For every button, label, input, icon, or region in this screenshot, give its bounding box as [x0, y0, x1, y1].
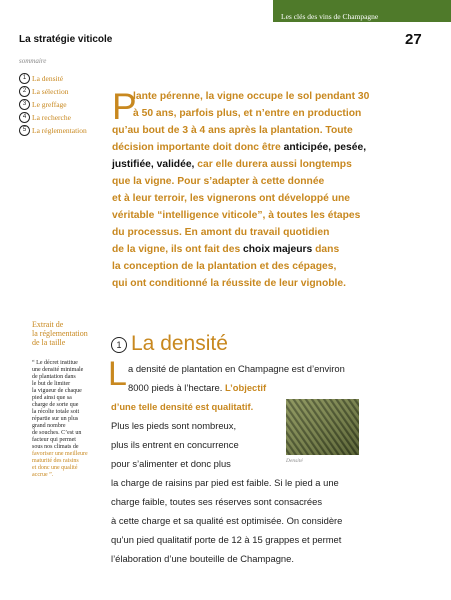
intro-line: qu’au bout de 3 à 4 ans après la plantation. Toute: [112, 125, 353, 136]
intro-line: lante pérenne, la vigne occupe le sol pendant 30: [133, 91, 370, 102]
top-banner: [273, 0, 451, 22]
intro-text: décision importante doit donc être: [112, 142, 284, 153]
extrait-line-highlight: maturité des raisins: [32, 458, 79, 464]
sommaire-item-label: La densité: [32, 74, 64, 83]
densite-line: à cette charge et sa qualité est optimisée. On considère: [111, 515, 343, 526]
extrait-line: “ Le décret institue: [32, 360, 78, 366]
extrait-line: la vigueur de chaque: [32, 388, 82, 394]
section-title: La stratégie viticole: [19, 34, 113, 45]
intro-line: [112, 143, 366, 153]
intro-text: dans: [312, 244, 340, 255]
densite-line: qu’un pied qualitatif porte de 12 à 15 grappes et permet: [111, 534, 342, 545]
vineyard-photo: [286, 399, 359, 455]
extrait-line: de plantation dans: [32, 374, 76, 380]
extrait-line: de souches. C’est un: [32, 430, 82, 436]
intro-line: qui ont conditionné la réussite de leur vignoble.: [112, 278, 346, 289]
densite-line: l’élaboration d’une bouteille de Champagne.: [111, 553, 294, 564]
densite-text: 8000 pieds à l’hectare.: [128, 382, 225, 393]
extrait-line: une densité minimale: [32, 367, 84, 373]
intro-emphasis: justifiée, validée,: [112, 159, 195, 170]
densite-line: Plus les pieds sont nombreux,: [111, 420, 237, 431]
circled-number-icon: 4: [19, 112, 30, 123]
extrait-line: pied ainsi que sa: [32, 395, 72, 401]
photo-caption: Densité: [286, 458, 303, 464]
densite-line: plus ils entrent en concurrence: [111, 439, 239, 450]
densite-emphasis: d’une telle densité est qualitatif.: [111, 401, 254, 412]
intro-line: du processus. En amont du travail quotidien: [112, 227, 330, 238]
sommaire-item-greffage[interactable]: [19, 98, 87, 111]
densite-line: [111, 402, 253, 411]
sommaire-item-densite[interactable]: [19, 72, 87, 85]
circled-number-icon: 3: [19, 99, 30, 110]
extrait-line-highlight: favoriser une meilleure: [32, 451, 88, 457]
densite-number-icon: 1: [111, 337, 127, 353]
densite-drop-cap: L: [108, 355, 127, 393]
sommaire-item-label: La sélection: [32, 87, 69, 96]
extrait-line: répartie sur un plus: [32, 416, 79, 422]
page-number: 27: [405, 31, 422, 48]
intro-emphasis: anticipée, pesée,: [283, 142, 367, 153]
extrait-line-highlight: accrue ”.: [32, 472, 54, 478]
sommaire-list: [19, 72, 87, 137]
sommaire-heading: sommaire: [19, 57, 47, 65]
densite-line: a densité de plantation en Champagne est d’environ: [128, 363, 345, 374]
intro-emphasis: choix majeurs: [243, 244, 313, 255]
extrait-line: sous nos climats de: [32, 444, 79, 450]
extrait-line-highlight: et donc une qualité: [32, 465, 78, 471]
circled-number-icon: 2: [19, 86, 30, 97]
extrait-title-line: la réglementation: [32, 329, 88, 338]
sommaire-item-recherche[interactable]: [19, 111, 87, 124]
densite-line: charge faible, toutes ses réserves sont consacrées: [111, 496, 323, 507]
vineyard-rows-image: [286, 399, 359, 455]
intro-line: la conception de la plantation et des cépages,: [112, 261, 337, 272]
sommaire-item-label: La recherche: [32, 113, 71, 122]
sommaire-item-label: La réglementation: [32, 126, 87, 135]
sommaire-item-reglementation[interactable]: [19, 124, 87, 137]
densite-line: la charge de raisins par pied est faible. Si le pied a une: [111, 477, 339, 488]
extrait-title: [32, 320, 112, 347]
banner-text: Les clés des vins de Champagne: [281, 12, 379, 21]
extrait-line: le but de limiter: [32, 381, 71, 387]
circled-number-icon: 5: [19, 125, 30, 136]
densite-emphasis: L’objectif: [224, 382, 267, 393]
circled-number-icon: 1: [19, 73, 30, 84]
intro-line: véritable “intelligence viticole”, à toutes les étapes: [112, 210, 361, 221]
sommaire-item-selection[interactable]: [19, 85, 87, 98]
intro-text: car elle durera aussi longtemps: [194, 159, 352, 170]
densite-line: [128, 383, 266, 392]
extrait-line: la récolte totale soit: [32, 409, 80, 415]
extrait-line: facteur qui permet: [32, 437, 76, 443]
extrait-title-line: Extrait de: [32, 320, 64, 329]
intro-line: à 50 ans, parfois plus, et n’entre en production: [133, 108, 362, 119]
extrait-title-line: de la taille: [32, 338, 66, 347]
densite-title: La densité: [131, 332, 228, 355]
extrait-line: charge de sorte que: [32, 402, 79, 408]
intro-drop-cap: P: [112, 86, 137, 127]
intro-line: [112, 245, 339, 255]
extrait-line: grand nombre: [32, 423, 66, 429]
intro-line: que la vigne. Pour s’adapter à cette donnée: [112, 176, 325, 187]
densite-line: pour s’alimenter et donc plus: [111, 458, 231, 469]
intro-line: et à leur terroir, les vignerons ont développé une: [112, 193, 351, 204]
sommaire-item-label: Le greffage: [32, 100, 67, 109]
intro-line: [112, 160, 352, 170]
intro-text: de la vigne, ils ont fait des: [112, 244, 244, 255]
